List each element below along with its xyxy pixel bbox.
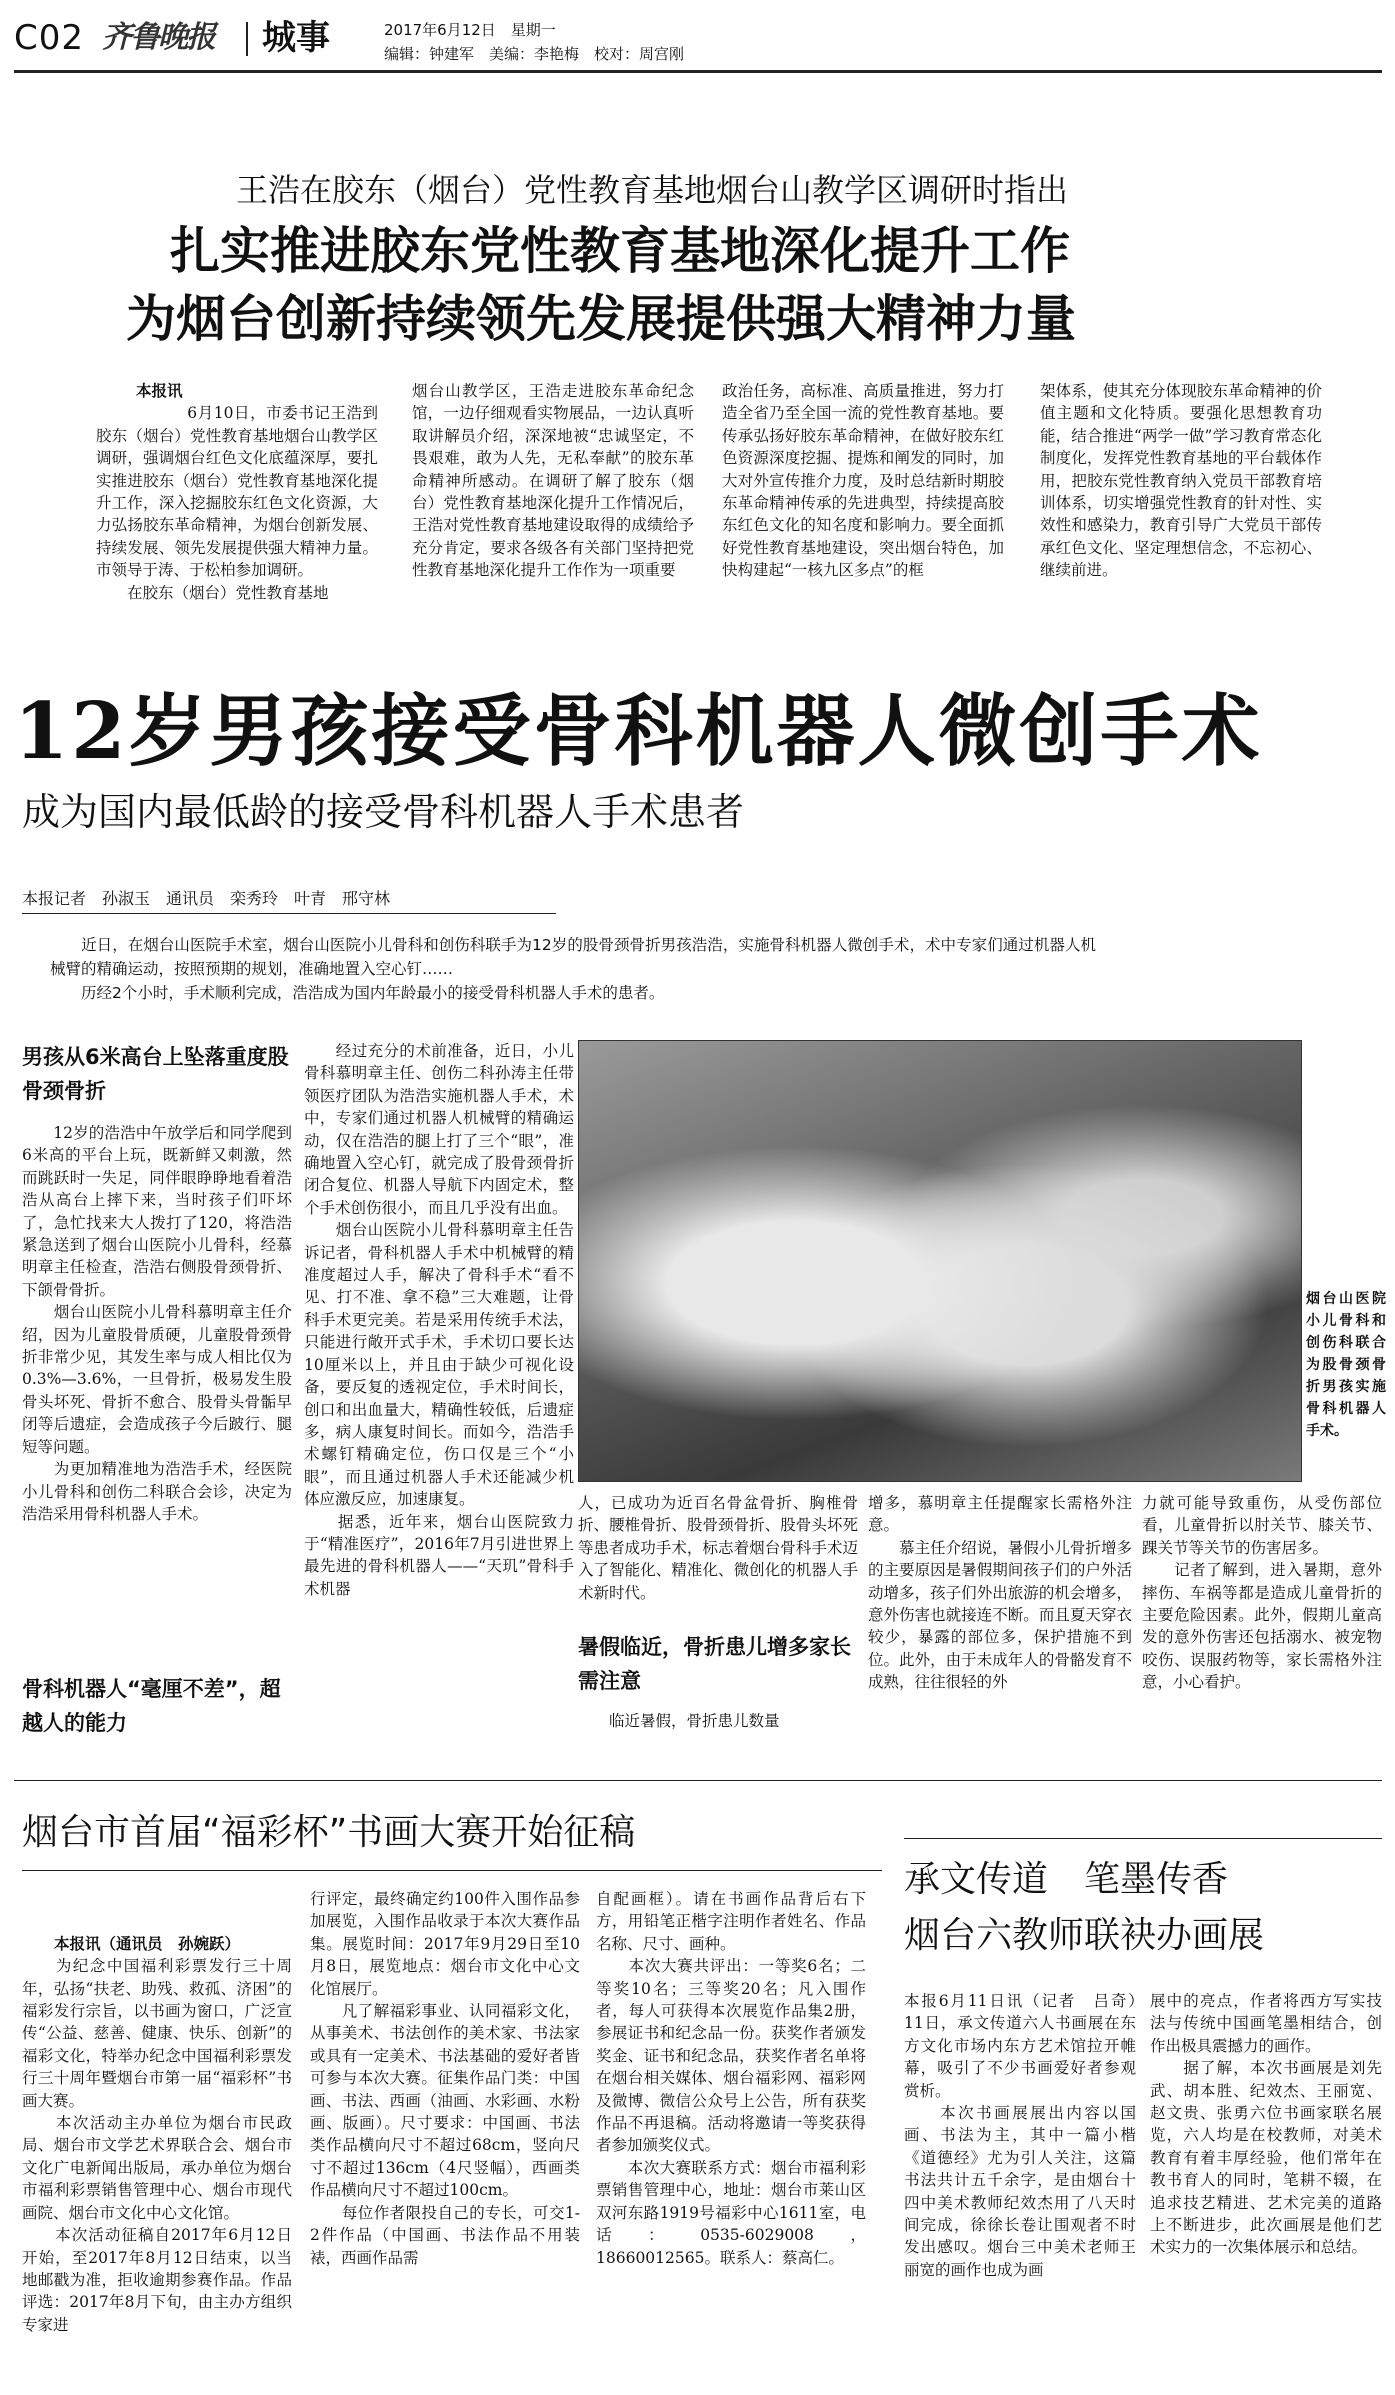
story1-col2: 烟台山教学区，王浩走进胶东革命纪念馆，一边仔细观看实物展品，一边认真听取讲解员介绍，深深地被“忠诚坚定，不畏艰难，敢为人先，无私奉献”的胶东革命精神所感动。在调研了解了胶东（烟台）党性教育基地深化提升工作情况后，王浩对党性教育基地建设取得的成绩给予充分肯定，要求各级各有关部门坚持把党性教育基地深化提升工作作为一项重要 bbox=[412, 382, 694, 580]
story2-byline-rule bbox=[22, 913, 556, 914]
paper-logo: 齐鲁晚报 bbox=[102, 20, 214, 55]
story2-lead-2: 历经2个小时，手术顺利完成，浩浩成为国内年龄最小的接受骨科机器人手术的患者。 bbox=[50, 984, 665, 1002]
masthead-rule bbox=[14, 70, 1382, 73]
story4-col2: 展中的亮点，作者将西方写实技法与传统中国画笔墨相结合，创作出极具震撼力的画作。 据了解，本次书画展是刘先武、胡本胜、纪效杰、王丽宽、赵文贵、张勇六位书画家联名展览，六人均是在校教师，对美术教育有着丰厚经验，他们常年在教书育人的同时，笔耕不辍，在追求技艺精进、艺术完美的道路上不断进步，此次画展是他们艺术实力的一次集体展示和总结。 bbox=[1150, 1992, 1382, 2257]
issue-date: 2017年6月12日 星期一 bbox=[384, 21, 556, 39]
photo-caption: 烟台山医院小儿骨科和创伤科联合为股骨颈骨折男孩实施骨科机器人手术。 bbox=[1306, 1291, 1386, 1439]
story2-subhead-3: 暑假临近，骨折患儿增多家长需注意 bbox=[578, 1635, 851, 1693]
story1-byline: 本报讯 bbox=[136, 381, 183, 400]
story2-col1: 12岁的浩浩中午放学后和同学爬到6米高的平台上玩，既新鲜又刺激，然而跳跃时一失足，同伴眼睁睁地看着浩浩从高台上摔下来，当时孩子们吓坏了，急忙找来大人拨打了120，将浩浩紧急送到了烟台山医院小儿骨科，经慕明章主任检查，浩浩右侧股骨颈骨折、下颌骨骨折。 烟台山医院小儿骨科慕明章主任介绍，因为儿童股骨质硬，儿童股骨颈骨折非常少见，其发生率与成人相比仅为0.3%—3.6%，一旦骨折，极易发生股骨头坏死、骨折不愈合、股骨头骨骺早闭等后遗症，会造成孩子今后跛行、腿短等问题。 为更加精准地为浩浩手术，经医院小儿骨科和创伤二科联合会诊，决定为浩浩采用骨科机器人手术。 bbox=[22, 1124, 292, 1523]
story2-col3: 人，已成功为近百名骨盆骨折、胸椎骨折、腰椎骨折、股骨颈骨折、股骨头坏死等患者成功手术，标志着烟台骨科手术迈入了智能化、精准化、微创化的机器人手术新时代。 bbox=[578, 1494, 858, 1602]
section-rule bbox=[14, 1780, 1382, 1781]
story1-col4: 架体系，使其充分体现胶东革命精神的价值主题和文化特质。要强化思想教育功能，结合推进“两学一做”学习教育常态化制度化，发挥党性教育基地的平台载体作用，把胶东党性教育纳入党员干部教育培训体系，切实增强党性教育的针对性、实效性和感染力，教育引导广大党员干部传承红色文化、坚定理想信念，不忘初心、继续前进。 bbox=[1040, 382, 1322, 580]
page-number: C02 bbox=[14, 18, 85, 58]
story3-byline: 本报讯（通讯员 孙婉跃） bbox=[54, 1934, 241, 1953]
story3-col2: 行评定，最终确定约100件入围作品参加展览，入围作品收录于本次大赛作品集。展览时间：2017年9月29日至10月8日，展览地点：烟台市文化中心文化馆展厅。 凡了解福彩事业、认同福彩文化，从事美术、书法创作的美术家、书法家或具有一定美术、书法基础的爱好者皆可参与本次大赛。征集作品门类：中国画、书法、西画（油画、水彩画、水粉画、版画）。尺寸要求：中国画、书法类作品横向尺寸不超过68cm，竖向尺寸不超过136cm（4尺竖幅），西画类作品横向尺寸不超过100cm。 每位作者限投自己的专长，可交1-2件作品（中国画、书法作品不用装裱，西画作品需 bbox=[310, 1890, 580, 2267]
story1-col1-text: 6月10日，市委书记王浩到胶东（烟台）党性教育基地烟台山教学区调研，强调烟台红色文化底蕴深厚，要扎实推进胶东（烟台）党性教育基地深化提升工作，深入挖掘胶东红色文化资源，大力弘扬胶东革命精神，为烟台创新发展、持续发展、领先发展提供强大精神力量。市领导于涛、于松柏参加调研。 在胶东（烟台）党性教育基地 bbox=[96, 404, 379, 602]
editor-credits: 编辑：钟建军 美编：李艳梅 校对：周宫刚 bbox=[384, 45, 685, 63]
story2-col4: 增多，慕明章主任提醒家长需格外注意。 慕主任介绍说，暑假小儿骨折增多的主要原因是暑假期间孩子们的户外活动增多，孩子们外出旅游的机会增多，意外伤害也就接连不断。而且夏天穿衣较少，暴露的部位多，保护措施不到位。此外，由于未成年人的骨骼发育不成熟，往往很轻的外 bbox=[868, 1494, 1132, 1692]
story2-subhead: 成为国内最低龄的接受骨科机器人手术患者 bbox=[22, 790, 745, 834]
story1-col1 bbox=[96, 380, 378, 604]
story1-headline-2: 为烟台创新持续领先发展提供强大精神力量 bbox=[126, 289, 1076, 348]
story2-col3b: 临近暑假，骨折患儿数量 bbox=[578, 1712, 780, 1730]
story2-col2: 经过充分的术前准备，近日，小儿骨科慕明章主任、创伤二科孙涛主任带领医疗团队为浩浩实施机器人手术，术中，专家们通过机器人机械臂的精确运动，仅在浩浩的腿上打了三个“眼”，准确地置入空心钉，就完成了股骨颈骨折闭合复位、机器人导航下内固定术，整个手术创伤很小，而且几乎没有出血。 烟台山医院小儿骨科慕明章主任告诉记者，骨科机器人手术中机械臂的精准度超过人手，解决了骨科手术“看不见、打不准、拿不稳”三大难题，让骨科手术更完美。若是采用传统手术法，只能进行敞开式手术，手术切口要长达10厘米以上，并且由于缺少可视化设备，要反复的透视定位，手术时间长，创口和出血量大，精确性较低，后遗症多，病人康复时间长。而如今，浩浩手术螺钉精确定位，伤口仅是三个“小眼”，而且通过机器人手术还能减少机体应激反应，加速康复。 据悉，近年来，烟台山医院致力于“精准医疗”，2016年7月引进世界上最先进的骨科机器人——“天玑”骨科手术机器 bbox=[304, 1042, 574, 1598]
story3-col1 bbox=[22, 1888, 292, 2336]
story2-subhead-2: 骨科机器人“毫厘不差”，超越人的能力 bbox=[22, 1677, 281, 1735]
story1-headline-1: 扎实推进胶东党性教育基地深化提升工作 bbox=[170, 221, 1070, 280]
story2-subhead-1: 男孩从6米高台上坠落重度股骨颈骨折 bbox=[22, 1045, 289, 1103]
story4-top-rule bbox=[904, 1838, 1382, 1839]
story4-headline-2: 烟台六教师联袂办画展 bbox=[904, 1915, 1265, 1956]
story2-col5: 力就可能导致重伤，从受伤部位看，儿童骨折以肘关节、膝关节、踝关节等关节的伤害居多。 记者了解到，进入暑期，意外摔伤、车祸等都是造成儿童骨折的主要危险因素。此外，假期儿童高发的意外伤害还包括溺水、被宠物咬伤、误服药物等，家长需格外注意，小心看护。 bbox=[1142, 1494, 1382, 1692]
section-divider bbox=[246, 22, 248, 56]
story3-headline: 烟台市首届“福彩杯”书画大赛开始征稿 bbox=[22, 1812, 636, 1853]
story4-col1: 本报6月11日讯（记者 吕奇） 11日，承文传道六人书画展在东方文化市场内东方艺术馆拉开帷幕，吸引了不少书画爱好者参观赏析。 本次书画展展出内容以国画、书法为主，其中一篇小楷《道德经》尤为引人关注，这篇书法共计五千余字，是由烟台十四中美术教师纪效杰用了八天时间完成，徐徐长卷让围观者不时发出感叹。烟台三中美术老师王丽宽的画作也成为画 bbox=[904, 1992, 1136, 2279]
section-name: 城事 bbox=[262, 18, 330, 58]
story2-byline: 本报记者 孙淑玉 通讯员 栾秀玲 叶青 邢守林 bbox=[22, 889, 391, 908]
surgery-photo bbox=[578, 1040, 1302, 1482]
story3-col3: 自配画框）。请在书画作品背后右下方，用铅笔正楷字注明作者姓名、作品名称、尺寸、画种。 本次大赛共评出：一等奖6名；二等奖10名；三等奖20名；凡入围作者，每人可获得本次展览作品集2册，参展证书和纪念品一份。获奖作者颁发奖金、证书和纪念品，获奖作者名单将在烟台相关媒体、烟台福彩网、福彩网及微博、微信公众号上公告，所有获奖作品不再退稿。活动将邀请一等奖获得者参加颁奖仪式。 本次大赛联系方式：烟台市福利彩票销售管理中心，地址：烟台市莱山区双河东路1919号福彩中心1611室，电话：0535-6029008，18660012565。联系人：蔡高仁。 bbox=[596, 1890, 866, 2267]
story3-col1-text: 为纪念中国福利彩票发行三十周年，弘扬“扶老、助残、救孤、济困”的福彩发行宗旨，以书画为窗口，广泛宣传“公益、慈善、健康、快乐、创新”的福彩文化，特举办纪念中国福利彩票发行三十周年暨烟台市第一届“福彩杯”书画大赛。 本次活动主办单位为烟台市民政局、烟台市文学艺术界联合会、烟台市文化广电新闻出版局，承办单位为烟台市福利彩票销售管理中心、烟台市现代画院、烟台市文化中心文化馆。 本次活动征稿自2017年6月12日开始，至2017年8月12日结束，以当地邮戳为准，拒收逾期参赛作品。作品评选：2017年8月下旬，由主办方组织专家进 bbox=[22, 1957, 292, 2334]
story2-lead-1: 近日，在烟台山医院手术室，烟台山医院小儿骨科和创伤科联手为12岁的股骨颈骨折男孩浩浩，实施骨科机器人微创手术，术中专家们通过机器人机械臂的精确运动，按照预期的规划，准确地置入空心钉…… bbox=[50, 936, 1096, 978]
story4-headline-1: 承文传道 笔墨传香 bbox=[904, 1859, 1229, 1900]
story3-headline-rule bbox=[22, 1870, 882, 1871]
story2-headline: 12岁男孩接受骨科机器人微创手术 bbox=[14, 686, 1263, 777]
story1-col3: 政治任务，高标准、高质量推进，努力打造全省乃至全国一流的党性教育基地。要传承弘扬好胶东革命精神，在做好胶东红色资源深度挖掘、提炼和阐发的同时，加大对外宣传推介力度，及时总结新时期胶东革命精神传承的先进典型，持续提高胶东红色文化的知名度和影响力。要全面抓好党性教育基地建设，突出烟台特色，加快构建起“一核九区多点”的框 bbox=[722, 382, 1004, 580]
story1-kicker: 王浩在胶东（烟台）党性教育基地烟台山教学区调研时指出 bbox=[236, 171, 1069, 209]
